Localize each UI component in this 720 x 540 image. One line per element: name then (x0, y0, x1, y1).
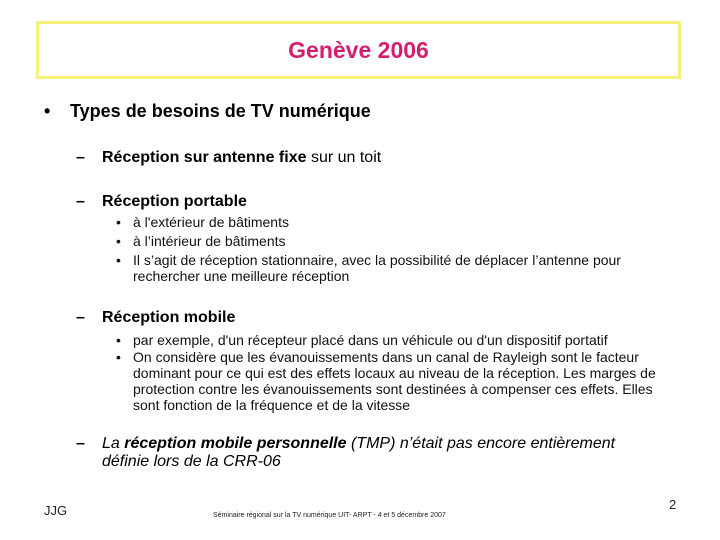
section-heading: Types de besoins de TV numérique (70, 101, 371, 121)
footer-author: JJG (44, 503, 68, 518)
item-fixe-bold: Réception sur antenne fixe (102, 149, 307, 166)
title-box (36, 21, 681, 79)
mobile-sub-text: par exemple, d'un récepteur placé dans un véhicule ou d'un dispositif portatif (133, 332, 608, 348)
bullet-icon: • (116, 252, 121, 268)
dash-icon: – (76, 149, 85, 166)
bullet-icon: • (116, 332, 121, 348)
item-portable-label: Réception portable (102, 193, 247, 210)
portable-sub-text: Il s’agit de réception stationnaire, avec la possibilité de déplacer l’antenne pour rechercher une meilleure réception (133, 252, 621, 284)
dash-icon: – (76, 309, 85, 326)
portable-sub-text: à l’intérieur de bâtiments (133, 233, 286, 249)
item-tmp-text (102, 435, 662, 471)
footer-seminar: Séminaire régional sur la TV numérique UIT- ARPT - 4 et 5 décembre 2007 (213, 512, 446, 519)
bullet-icon: • (116, 233, 121, 249)
bullet-icon: • (44, 101, 51, 121)
item-mobile-label: Réception mobile (102, 309, 236, 326)
bullet-icon: • (116, 214, 121, 230)
item-tmp-part1: La (102, 435, 125, 452)
mobile-sub-text: On considère que les évanouissements dans un canal de Rayleigh sont le facteur dominant pour ce qui est des effets locaux au niveau de la réception. Les marges de protection contre les évanouissements sont destinées à compenser ces effets. Elles sont fonction de la fréquence et de la vitesse (133, 349, 656, 413)
item-tmp-part3: (TMP) n’était pas encore entièrement définie lors de la CRR-06 (102, 435, 616, 470)
bullet-icon: • (116, 349, 121, 365)
item-tmp-part2: réception mobile personnelle (124, 435, 347, 452)
dash-icon: – (76, 193, 85, 210)
dash-icon: – (76, 435, 85, 452)
portable-sub-text: à l'extérieur de bâtiments (133, 214, 289, 230)
page-number: 2 (669, 497, 677, 512)
slide-title: Genève 2006 (288, 36, 429, 63)
item-fixe-rest: sur un toit (306, 149, 382, 166)
item-fixe-label (102, 149, 381, 167)
